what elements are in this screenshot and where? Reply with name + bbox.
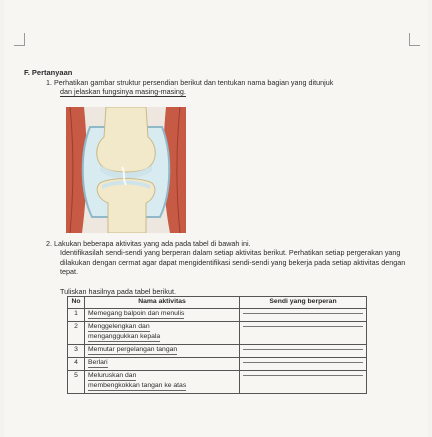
- table-row: [68, 345, 367, 358]
- question-2-text: Lakukan beberapa aktivitas yang ada pada tabel di bawah ini.: [54, 239, 251, 248]
- joint-answer-cell[interactable]: [240, 345, 367, 358]
- row-activity: [85, 322, 240, 345]
- crop-mark-top-right: [409, 33, 420, 46]
- row-activity: [85, 309, 240, 322]
- joint-answer-cell[interactable]: [240, 322, 367, 345]
- table-row: [68, 371, 367, 394]
- header-joint: Sendi yang berperan: [240, 297, 367, 309]
- question-1-line2: [60, 87, 420, 96]
- activity-text: Berlari: [88, 359, 108, 366]
- question-1-text: Perhatikan gambar struktur persendian berikut dan tentukan nama bagian yang ditunjuk: [54, 78, 334, 87]
- row-number: 1: [68, 309, 85, 322]
- activity-text: menganggukkan kepala: [88, 333, 161, 340]
- table-row: [68, 322, 367, 345]
- question-1-text-2: dan jelaskan fungsinya masing-masing.: [60, 87, 186, 96]
- row-activity: [85, 345, 240, 358]
- section-title: F. Pertanyaan: [24, 68, 73, 77]
- joint-answer-cell[interactable]: [240, 371, 367, 394]
- activity-text: Meluruskan dan: [88, 372, 137, 379]
- question-2-line1: [46, 239, 251, 248]
- crop-mark-top-left: [14, 33, 25, 46]
- row-activity: [85, 371, 240, 394]
- row-number: 4: [68, 358, 85, 371]
- question-1-number: 1.: [46, 78, 52, 87]
- header-activity: Nama aktivitas: [85, 297, 240, 309]
- activity-table: [67, 296, 367, 394]
- row-activity: [85, 358, 240, 371]
- table-header-row: [68, 297, 367, 309]
- question-2-instruction: Tuliskan hasilnya pada tabel berikut.: [60, 287, 176, 296]
- activity-text: Memegang balpoin dan menulis: [88, 310, 185, 317]
- row-number: 5: [68, 371, 85, 394]
- activity-text: Memutar pergelangan tangan: [88, 346, 178, 353]
- question-2-number: 2.: [46, 239, 52, 248]
- document-page: [4, 0, 428, 437]
- joint-illustration: [66, 107, 186, 233]
- joint-structure-figure: [66, 107, 186, 233]
- question-2-body: Identifikasilah sendi-sendi yang berperan dalam setiap aktivitas berikut. Perhatikan setiap pergerakan yang dilakukan dengan cermat agar dapat mengidentifikasi sendi-sendi yang bekerja pada setiap aktivitas dengan tepat.: [60, 248, 406, 276]
- upper-bone: [97, 107, 156, 172]
- joint-answer-cell[interactable]: [240, 309, 367, 322]
- table-row: [68, 358, 367, 371]
- row-number: 2: [68, 322, 85, 345]
- activity-text: Menggelengkan dan: [88, 323, 150, 330]
- joint-answer-cell[interactable]: [240, 358, 367, 371]
- table-row: [68, 309, 367, 322]
- row-number: 3: [68, 345, 85, 358]
- question-1-line1: [46, 78, 333, 87]
- header-no: No: [68, 297, 85, 309]
- activity-text: membengkokkan tangan ke atas: [88, 382, 187, 389]
